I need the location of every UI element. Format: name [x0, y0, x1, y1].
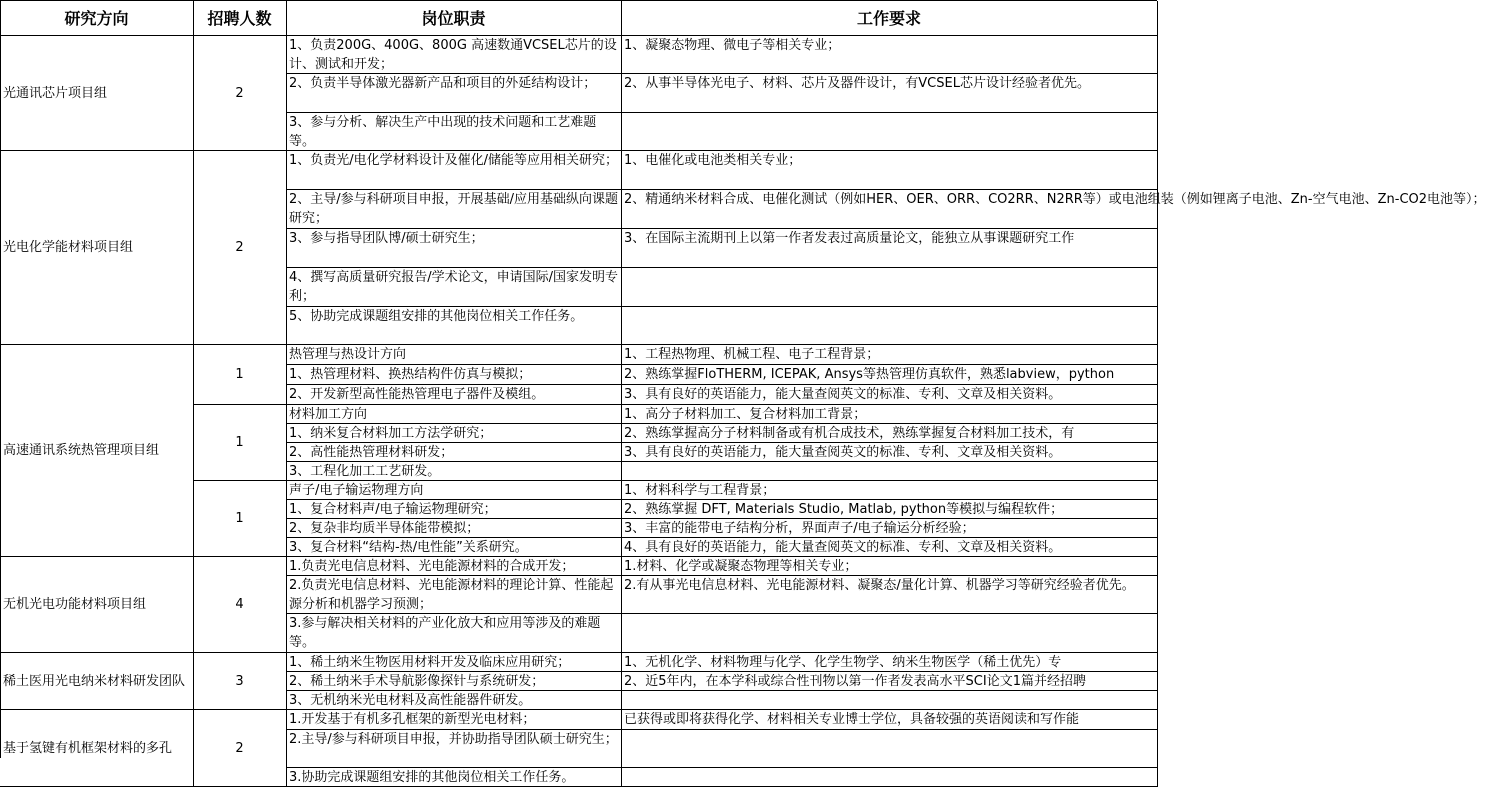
duty-line: 2、负责半导体激光器新产品和项目的外延结构设计；: [286, 74, 622, 113]
duty-line: 1、热管理材料、换热结构件仿真与模拟；: [286, 365, 622, 385]
requirement-line: 1、高分子材料加工、复合材料加工背景；: [621, 405, 1158, 424]
requirement-line: [621, 268, 1158, 307]
duty-line: 2、稀土纳米手术导航影像探针与系统研发；: [286, 672, 622, 691]
header-count: 招聘人数: [193, 1, 287, 36]
duty-line: 2.负责光电信息材料、光电能源材料的理论计算、性能起源分析和机器学习预测；: [286, 576, 622, 614]
requirement-line: 1、凝聚态物理、微电子等相关专业；: [621, 36, 1158, 74]
requirement-line: 2.有从事光电信息材料、光电能源材料、凝聚态/量化计算、机器学习等研究经验者优先。: [621, 576, 1158, 614]
headcount-cell: 2: [193, 710, 287, 787]
requirement-line: [621, 614, 1158, 653]
headcount-cell: 3: [193, 653, 287, 710]
requirement-line: 3、丰富的能带电子结构分析，界面声子/电子输运分析经验；: [621, 519, 1158, 538]
headcount-cell: 2: [193, 151, 287, 345]
requirement-line: 1、无机化学、材料物理与化学、化学生物学、纳米生物医学（稀土优先）专: [621, 653, 1158, 672]
duty-line: 1.负责光电信息材料、光电能源材料的合成开发；: [286, 557, 622, 576]
duty-line: 3、参与指导团队博/硕士研究生；: [286, 229, 622, 268]
duty-line: 声子/电子输运物理方向: [286, 481, 622, 500]
requirement-line: 2、熟练掌握 DFT, Materials Studio, Matlab, python等模拟与编程软件；: [621, 500, 1158, 519]
requirement-line: [621, 768, 1158, 787]
requirement-line: 3、在国际主流期刊上以第一作者发表过高质量论文，能独立从事课题研究工作: [621, 229, 1158, 268]
duty-line: 2.主导/参与科研项目申报，并协助指导团队硕士研究生；: [286, 730, 622, 768]
headcount-cell: 1: [193, 405, 287, 481]
research-direction-cell: 稀土医用光电纳米材料研发团队: [0, 653, 194, 710]
duty-line: 3、复合材料“结构-热/电性能”关系研究。: [286, 538, 622, 557]
requirement-line: 已获得或即将获得化学、材料相关专业博士学位，具备较强的英语阅读和写作能: [621, 710, 1158, 730]
research-direction-cell: 基于氢键有机框架材料的多孔: [0, 710, 194, 787]
duty-line: 2、主导/参与科研项目申报，开展基础/应用基础纵向课题研究；: [286, 190, 622, 229]
requirement-line: 1、材料科学与工程背景；: [621, 481, 1158, 500]
header-duties: 岗位职责: [286, 1, 622, 36]
requirement-line: [621, 462, 1158, 481]
header-requirements: 工作要求: [621, 1, 1158, 36]
requirement-line: [621, 730, 1158, 768]
requirement-line: 2、精通纳米材料合成、电催化测试（例如HER、OER、ORR、CO2RR、N2RR等）或电池组装（例如锂离子电池、Zn-空气电池、Zn-CO2电池等）；: [621, 190, 1158, 229]
duty-line: 5、协助完成课题组安排的其他岗位相关工作任务。: [286, 307, 622, 345]
duty-line: 3、参与分析、解决生产中出现的技术问题和工艺难题等。: [286, 113, 622, 151]
requirement-line: 1、工程热物理、机械工程、电子工程背景；: [621, 345, 1158, 365]
research-direction-cell: 无机光电功能材料项目组: [0, 557, 194, 653]
requirement-line: 4、具有良好的英语能力，能大量查阅英文的标准、专利、文章及相关资料。: [621, 538, 1158, 557]
headcount-cell: 1: [193, 345, 287, 405]
duty-line: 1.开发基于有机多孔框架的新型光电材料；: [286, 710, 622, 730]
requirement-line: 3、具有良好的英语能力，能大量查阅英文的标准、专利、文章及相关资料。: [621, 443, 1158, 462]
headcount-cell: 2: [193, 36, 287, 151]
requirement-line: 1、电催化或电池类相关专业；: [621, 151, 1158, 190]
duty-line: 1、稀土纳米生物医用材料开发及临床应用研究；: [286, 653, 622, 672]
requirement-line: 2、熟练掌握高分子材料制备或有机合成技术，熟练掌握复合材料加工技术，有: [621, 424, 1158, 443]
requirement-line: 3、具有良好的英语能力，能大量查阅英文的标准、专利、文章及相关资料。: [621, 385, 1158, 405]
duty-line: 热管理与热设计方向: [286, 345, 622, 365]
research-direction-cell: 光电化学能材料项目组: [0, 151, 194, 345]
duty-line: 1、复合材料声/电子输运物理研究；: [286, 500, 622, 519]
duty-line: 3.协助完成课题组安排的其他岗位相关工作任务。: [286, 768, 622, 787]
duty-line: 2、复杂非均质半导体能带模拟；: [286, 519, 622, 538]
duty-line: 3、无机纳米光电材料及高性能器件研发。: [286, 691, 622, 710]
requirement-line: 2、近5年内，在本学科或综合性刊物以第一作者发表高水平SCI论文1篇并经招聘: [621, 672, 1158, 691]
duty-line: 4、撰写高质量研究报告/学术论文，申请国际/国家发明专利；: [286, 268, 622, 307]
duty-line: 1、纳米复合材料加工方法学研究；: [286, 424, 622, 443]
duty-line: 3.参与解决相关材料的产业化放大和应用等涉及的难题等。: [286, 614, 622, 653]
requirement-line: [621, 691, 1158, 710]
requirement-line: [621, 113, 1158, 151]
headcount-cell: 1: [193, 481, 287, 557]
duty-line: 3、工程化加工工艺研发。: [286, 462, 622, 481]
header-direction: 研究方向: [0, 1, 194, 36]
duty-line: 材料加工方向: [286, 405, 622, 424]
requirement-line: 1.材料、化学或凝聚态物理等相关专业；: [621, 557, 1158, 576]
research-direction-cell: 光通讯芯片项目组: [0, 36, 194, 151]
duty-line: 1、负责200G、400G、800G 高速数通VCSEL芯片的设计、测试和开发；: [286, 36, 622, 74]
headcount-cell: 4: [193, 557, 287, 653]
duty-line: 1、负责光/电化学材料设计及催化/储能等应用相关研究；: [286, 151, 622, 190]
research-direction-cell: 高速通讯系统热管理项目组: [0, 345, 194, 557]
duty-line: 2、高性能热管理材料研发；: [286, 443, 622, 462]
requirement-line: 2、熟练掌握FloTHERM, ICEPAK, Ansys等热管理仿真软件，熟悉labview，python: [621, 365, 1158, 385]
requirement-line: 2、从事半导体光电子、材料、芯片及器件设计，有VCSEL芯片设计经验者优先。: [621, 74, 1158, 113]
duty-line: 2、开发新型高性能热管理电子器件及模组。: [286, 385, 622, 405]
requirement-line: [621, 307, 1158, 345]
